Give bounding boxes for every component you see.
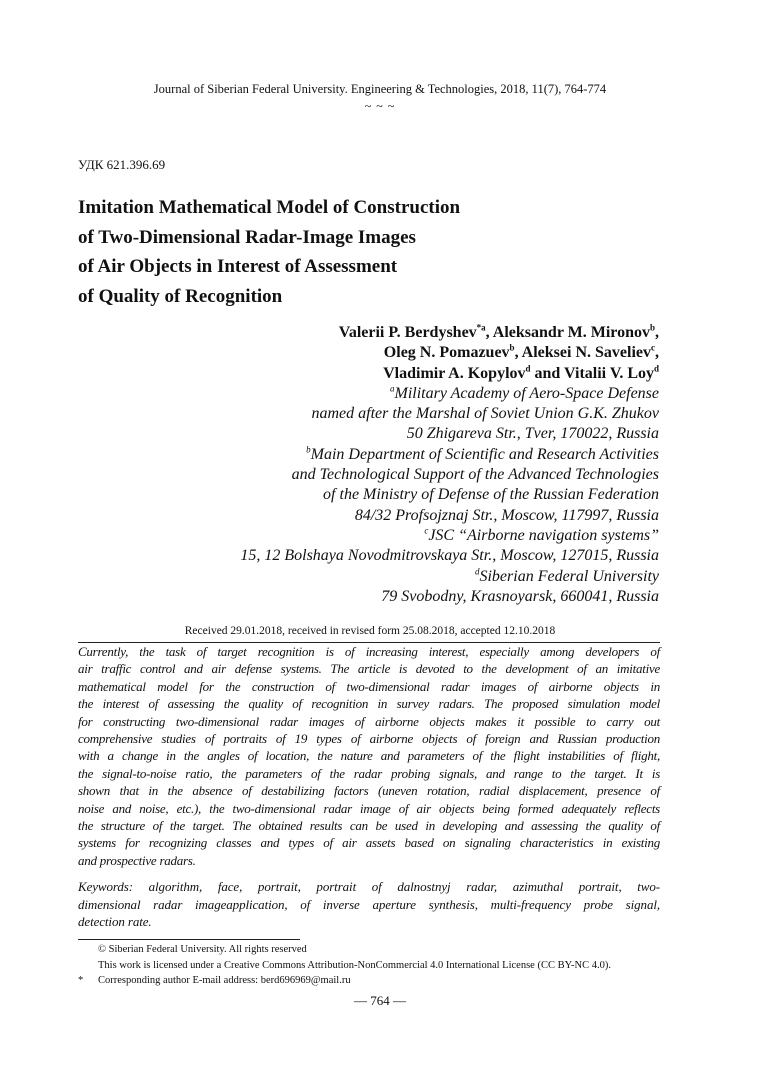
title-line: of Quality of Recognition: [78, 285, 283, 307]
affiliation-line: [240, 485, 659, 505]
affiliation-mark: d: [474, 566, 480, 577]
abstract-line: the structure of the target. The obtained results can be used in developing and assessing the quality of: [78, 818, 660, 834]
author-name: Oleg N. Pomazuev: [383, 344, 510, 362]
author-name: Valerii P. Berdyshev: [338, 324, 477, 341]
affiliation-line: [240, 424, 659, 444]
affiliation-text: named after the Marshal of Soviet Union G.K. Zhukov: [311, 405, 659, 423]
title-line: of Two-Dimensional Radar-Image Images: [78, 226, 416, 248]
author-name: , Aleksei N. Saveliev: [514, 344, 651, 362]
affiliation-text: of the Ministry of Defense of the Russian Federation: [323, 486, 659, 504]
abstract-line: comprehensive studies of portraits of 19 types of airborne objects of foreign and Russian production: [78, 731, 660, 747]
header-separator: ~ ~ ~: [364, 99, 396, 113]
author-name: , Aleksandr M. Mironov: [485, 324, 650, 341]
affiliation-text: 15, 12 Bolshaya Novodmitrovskaya Str., Moscow, 127015, Russia: [240, 547, 659, 565]
affiliation-line: [240, 526, 659, 546]
footnote-divider: [78, 939, 300, 940]
title-line: of Air Objects in Interest of Assessment: [78, 256, 398, 278]
footnotes: [78, 942, 611, 989]
keywords-line: detection rate.: [78, 914, 152, 929]
affiliation-line: [240, 445, 659, 465]
affiliation-text: 84/32 Profsojznaj Str., Moscow, 117997, Russia: [354, 506, 659, 524]
affiliation-text: 50 Zhigareva Str., Tver, 170022, Russia: [406, 425, 659, 443]
affiliation-line: [240, 506, 659, 526]
title-line: Imitation Mathematical Model of Construction: [78, 197, 461, 218]
copyright-note: © Siberian Federal University. All rights reserved: [98, 944, 307, 955]
abstract: [78, 643, 660, 869]
footnote-asterisk: *: [78, 975, 84, 986]
keywords-line: Keywords: algorithm, face, portrait, portrait of dalnostnyj radar, azimuthal portrait, two-: [78, 879, 660, 894]
abstract-line: with a change in the angles of location, the nature and parameters of the flight instabilities of flight,: [78, 748, 660, 764]
udk-code: УДК 621.396.69: [78, 157, 166, 172]
page-number: — 764 —: [354, 993, 406, 1008]
affiliation-text: JSC “Airborne navigation systems”: [428, 526, 659, 544]
author-name: ,: [655, 344, 659, 362]
author-line: [240, 364, 659, 384]
corresponding-author-note: Corresponding author E-mail address: berd696969@mail.ru: [98, 975, 351, 986]
author-affiliation-mark: d: [653, 363, 659, 374]
author-name: ,: [655, 324, 659, 341]
author-affiliation-mark: c: [651, 342, 655, 353]
affiliation-text: Siberian Federal University: [479, 567, 659, 585]
affiliation-line: [240, 404, 659, 424]
affiliation-line: [240, 587, 659, 607]
affiliation-mark: b: [306, 444, 311, 455]
abstract-line: the signal-to-noise ratio, the parameters of the radar probing signals, and range to the target. It is: [78, 765, 660, 781]
abstract-line: shown that in the absence of destabilizing factors (uneven rotation, radial displacement, presence of: [78, 783, 660, 799]
abstract-line: the interest of assessing the quality of recognition in survey radars. The proposed simulation model: [78, 696, 660, 712]
abstract-line: and prospective radars.: [78, 852, 196, 868]
keywords-line: dimensional radar imageapplication, of inverse aperture synthesis, multi-frequency probe signal,: [78, 896, 660, 912]
author-line: [240, 323, 659, 343]
affiliation-text: Main Department of Scientific and Research Activities: [310, 445, 659, 463]
author-name: Vladimir A. Kopylov: [383, 364, 526, 382]
abstract-line: systems for recognizing classes and types of air assets based on signaling characteristics in existing: [78, 835, 660, 851]
abstract-line: mathematical model for the construction of two-dimensional radar images of airborne objects in: [78, 678, 660, 694]
journal-header: Journal of Siberian Federal University. Engineering & Technologies, 2018, 11(7), 764-774: [153, 82, 607, 96]
paper-title: [78, 193, 460, 311]
abstract-line: air traffic control and air defense systems. The article is devoted to the development of an imitative: [78, 661, 660, 677]
abstract-line: for constructing two-dimensional radar images of airborne objects makes it possible to carry out: [78, 713, 660, 729]
received-dates: Received 29.01.2018, received in revised form 25.08.2018, accepted 12.10.2018: [184, 625, 556, 637]
author-affiliation-mark: d: [525, 363, 531, 374]
abstract-line: noise and noise, etc.), the two-dimensional radar image of air objects being formed adequately reflects: [78, 800, 660, 816]
affiliation-text: Military Academy of Aero-Space Defense: [394, 384, 659, 402]
affiliation-text: and Technological Support of the Advanced Technologies: [291, 466, 659, 484]
authors-block: [240, 323, 659, 607]
author-line: [240, 343, 659, 363]
affiliation-line: [240, 465, 659, 485]
affiliation-line: [240, 384, 659, 404]
author-affiliation-mark: b: [649, 322, 655, 333]
author-affiliation-mark: *a: [476, 322, 486, 333]
author-name: and Vitalii V. Loy: [530, 364, 654, 382]
affiliation-line: [240, 546, 659, 566]
affiliation-mark: a: [389, 383, 395, 394]
keywords: [78, 878, 660, 931]
affiliation-mark: c: [424, 525, 429, 536]
affiliation-text: 79 Svobodny, Krasnoyarsk, 660041, Russia: [381, 587, 659, 605]
author-affiliation-mark: b: [509, 342, 515, 353]
license-note: This work is licensed under a Creative Commons Attribution-NonCommercial 4.0 International License (CC BY-NC 4.0).: [98, 959, 611, 971]
abstract-line: Currently, the task of target recognition is of increasing interest, especially among developers of: [78, 644, 660, 659]
affiliation-line: [240, 567, 659, 587]
